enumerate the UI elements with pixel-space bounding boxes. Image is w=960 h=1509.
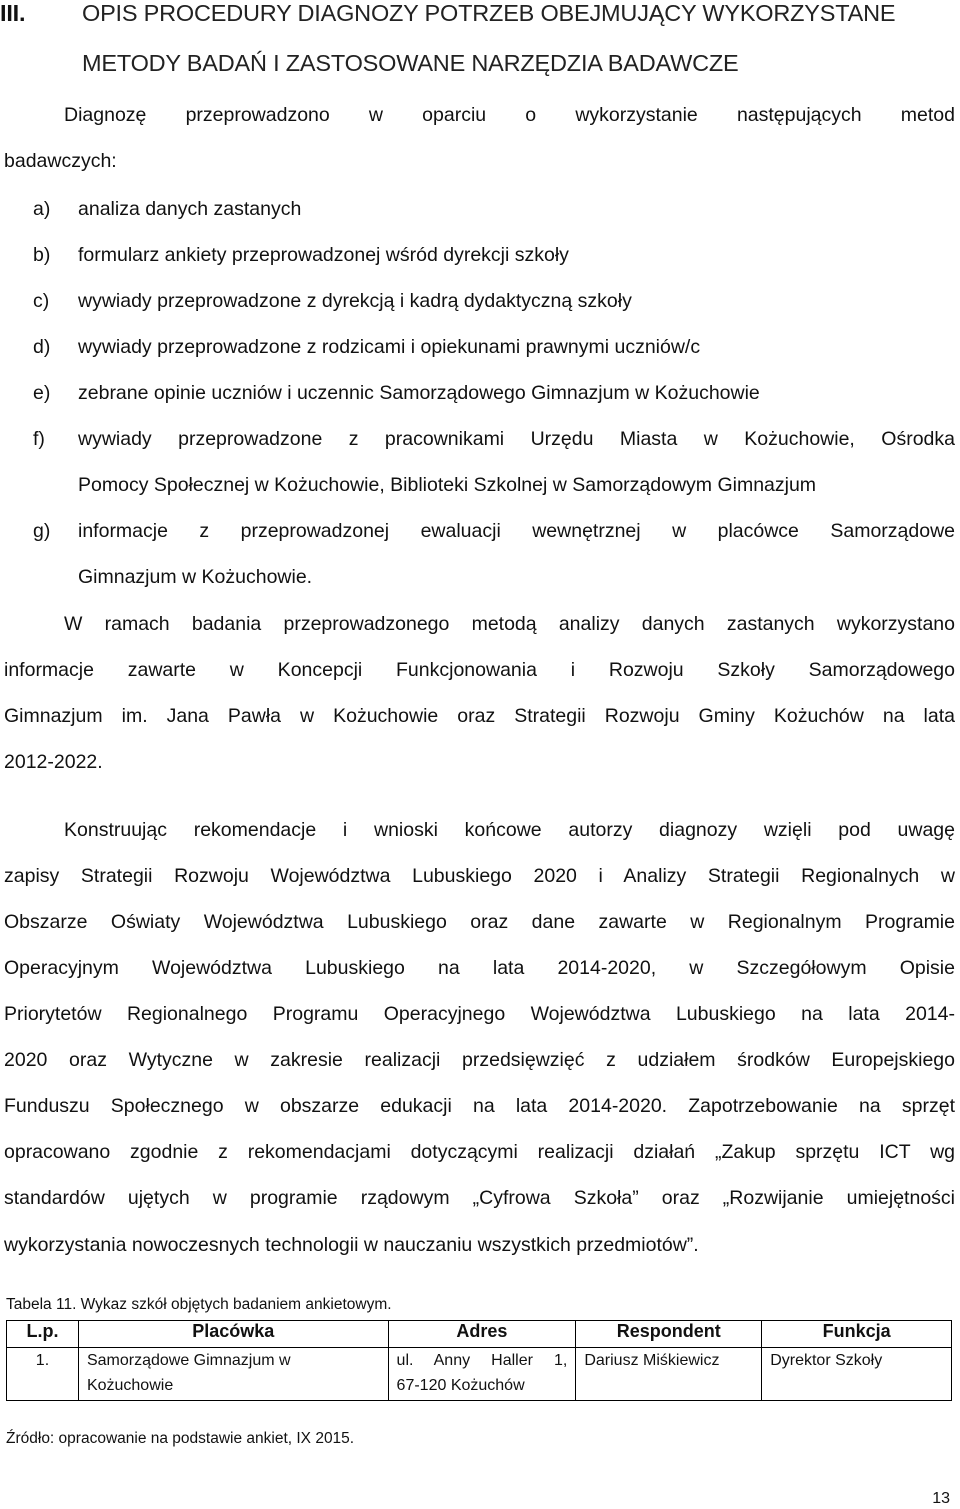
list-item-text: formularz ankiety przeprowadzonej wśród dyrekcji szkoły (78, 244, 569, 266)
schools-table (6, 1320, 952, 1401)
column-header-funkcja: Funkcja (762, 1321, 952, 1348)
list-item-label: f) (33, 428, 45, 450)
page-number: 13 (932, 1490, 950, 1507)
cell-adres-line2: 67-120 Kożuchów (396, 1377, 525, 1394)
column-header-lp: L.p. (7, 1321, 79, 1348)
column-header-adres: Adres (388, 1321, 576, 1348)
paragraph-line: Operacyjnym Województwa Lubuskiego na lata 2014-2020, w Szczegółowym Opisie (4, 957, 955, 979)
paragraph-line: zapisy Strategii Rozwoju Województwa Lubuskiego 2020 i Analizy Strategii Regionalnych w (4, 865, 955, 887)
paragraph-line: opracowano zgodnie z rekomendacjami dotyczącymi realizacji działań „Zakup sprzętu ICT wg (4, 1141, 955, 1163)
paragraph-line: Priorytetów Regionalnego Programu Operacyjnego Województwa Lubuskiego na lata 2014- (4, 1003, 955, 1025)
cell-placowka-line1: Samorządowe Gimnazjum w (86, 1352, 291, 1369)
column-header-placowka: Placówka (78, 1321, 388, 1348)
table-source-note: Źródło: opracowanie na podstawie ankiet, IX 2015. (6, 1430, 355, 1447)
section-number: III. (0, 0, 26, 26)
list-item-text-cont: Gimnazjum w Kożuchowie. (78, 566, 313, 588)
cell-placowka-line2: Kożuchowie (86, 1377, 174, 1394)
intro-line-2: badawczych: (4, 150, 117, 172)
table-header-row (7, 1321, 952, 1348)
list-item-text: informacje z przeprowadzonej ewaluacji wewnętrznej w placówce Samorządowe (78, 520, 955, 542)
list-item-text: wywiady przeprowadzone z pracownikami Urzędu Miasta w Kożuchowie, Ośrodka (78, 428, 955, 450)
table-row (7, 1348, 952, 1401)
list-item-text: analiza danych zastanych (78, 198, 302, 220)
list-item-label: d) (33, 336, 51, 358)
paragraph-line: Obszarze Oświaty Województwa Lubuskiego oraz dane zawarte w Regionalnym Programie (4, 911, 955, 933)
paragraph-line: Konstruując rekomendacje i wnioski końcowe autorzy diagnozy wzięli pod uwagę (64, 819, 955, 841)
list-item-label: g) (33, 520, 51, 542)
column-header-respondent: Respondent (576, 1321, 762, 1348)
paragraph-line: informacje zawarte w Koncepcji Funkcjonowania i Rozwoju Szkoły Samorządowego (4, 659, 955, 681)
paragraph-line: standardów ujętych w programie rządowym „Cyfrowa Szkoła” oraz „Rozwijanie umiejętności (4, 1187, 955, 1209)
cell-placowka (78, 1348, 388, 1401)
paragraph-line: 2012-2022. (4, 751, 103, 773)
paragraph-line: 2020 oraz Wytyczne w zakresie realizacji przedsięwzięć z udziałem środków Europejskiego (4, 1049, 955, 1071)
list-item-label: c) (33, 290, 50, 312)
paragraph-line: Gimnazjum im. Jana Pawła w Kożuchowie oraz Strategii Rozwoju Gminy Kożuchów na lata (4, 705, 955, 727)
paragraph-line: W ramach badania przeprowadzonego metodą analizy danych zastanych wykorzystano (64, 613, 955, 635)
list-item-text: wywiady przeprowadzone z dyrekcją i kadrą dydaktyczną szkoły (78, 290, 632, 312)
cell-adres-line1: ul. Anny Haller 1, (396, 1352, 568, 1369)
cell-respondent: Dariusz Miśkiewicz (576, 1348, 762, 1401)
list-item-text: wywiady przeprowadzone z rodzicami i opiekunami prawnymi uczniów/c (78, 336, 701, 358)
table-caption: Tabela 11. Wykaz szkół objętych badaniem ankietowym. (6, 1296, 392, 1313)
list-item-label: b) (33, 244, 51, 266)
intro-line-1: Diagnozę przeprowadzono w oparciu o wykorzystanie następujących metod (64, 104, 955, 126)
cell-funkcja: Dyrektor Szkoły (762, 1348, 952, 1401)
list-item-text-cont: Pomocy Społecznej w Kożuchowie, Biblioteki Szkolnej w Samorządowym Gimnazjum (78, 474, 817, 496)
paragraph-line: wykorzystania nowoczesnych technologii w nauczaniu wszystkich przedmiotów”. (4, 1234, 699, 1256)
section-title-line2: METODY BADAŃ I ZASTOSOWANE NARZĘDZIA BADAWCZE (82, 50, 739, 76)
list-item-label: a) (33, 198, 51, 220)
section-title-line1: OPIS PROCEDURY DIAGNOZY POTRZEB OBEJMUJĄCY WYKORZYSTANE (82, 0, 896, 26)
paragraph-line: Funduszu Społecznego w obszarze edukacji na lata 2014-2020. Zapotrzebowanie na sprzęt (4, 1095, 955, 1117)
cell-adres (388, 1348, 576, 1401)
cell-lp: 1. (7, 1348, 79, 1401)
list-item-text: zebrane opinie uczniów i uczennic Samorządowego Gimnazjum w Kożuchowie (78, 382, 760, 404)
list-item-label: e) (33, 382, 51, 404)
